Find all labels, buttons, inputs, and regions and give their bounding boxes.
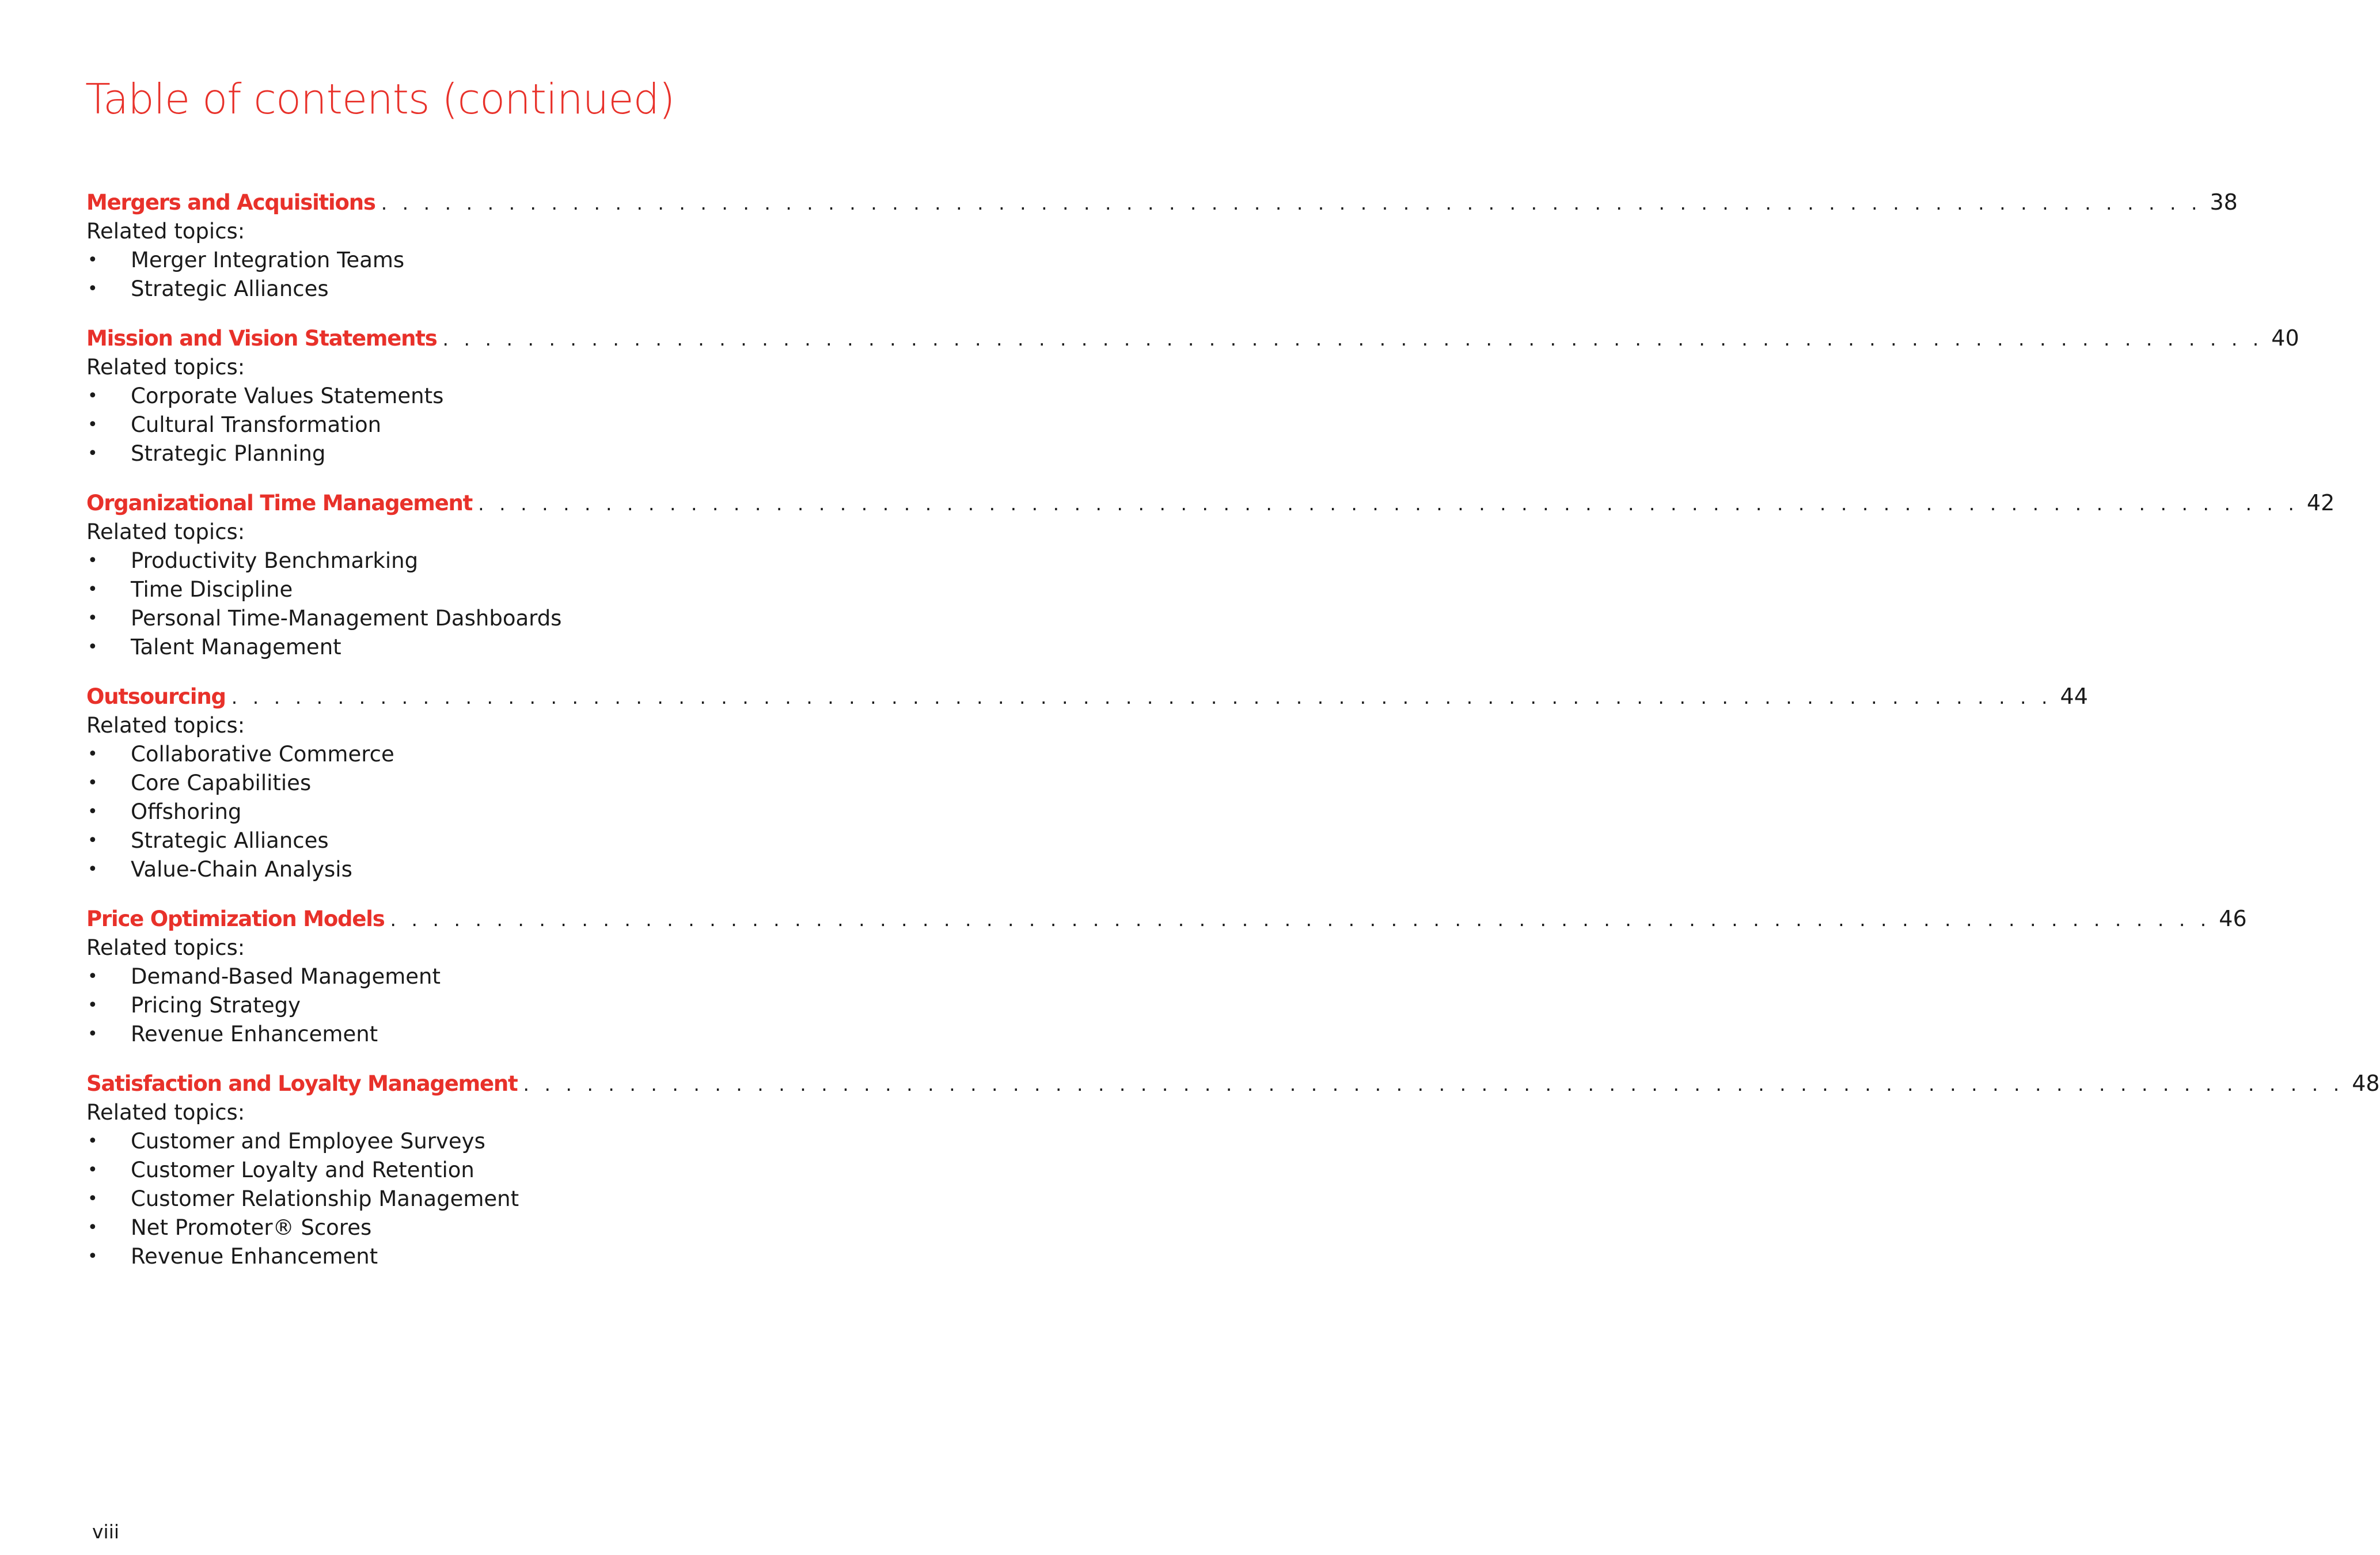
related-topic-text: Customer Loyalty and Retention [131, 1158, 475, 1182]
toc-entry [86, 187, 2238, 304]
related-topics-list [86, 740, 950, 884]
related-topic-item [86, 1020, 950, 1049]
bullet-icon: • [88, 1131, 98, 1151]
related-topic-text: Pricing Strategy [131, 993, 301, 1018]
toc-page-number: 40 [2271, 325, 2299, 351]
related-topic-item [86, 826, 950, 855]
dot-leader: . . . . . . . . . . . . . . . . . . . . . . . . . . . . . . . . . . . . . . . . . . . . . . . . . . . . . . . . . . . . . . . . . . . . . . . . . . . . . . . . . . . . . . [381, 192, 2202, 214]
related-topic-text: Cultural Transformation [131, 412, 382, 437]
related-topic-item [86, 1213, 950, 1242]
dot-leader: . . . . . . . . . . . . . . . . . . . . . . . . . . . . . . . . . . . . . . . . . . . . . . . . . . . . . . . . . . . . . . . . . . . . . . . . . . . . . . . . . . . . . . [390, 908, 2211, 931]
toc-entry-title[interactable]: Organizational Time Management [86, 491, 473, 515]
toc-entry [86, 681, 2088, 884]
related-topics-label: Related topics: [86, 355, 245, 380]
toc-entry-heading[interactable] [86, 323, 2299, 353]
related-topic-item [86, 1185, 950, 1213]
related-topic-text: Strategic Planning [131, 441, 326, 466]
related-topics-label: Related topics: [86, 935, 245, 960]
related-topics-list [86, 382, 950, 468]
page-number-footer: viii [92, 1520, 120, 1543]
related-topic-text: Strategic Alliances [131, 276, 329, 301]
related-topic-text: Revenue Enhancement [131, 1244, 378, 1269]
bullet-icon: • [88, 250, 98, 270]
bullet-icon: • [88, 579, 98, 600]
toc-page-number: 42 [2306, 490, 2335, 515]
toc-page-number: 46 [2219, 906, 2247, 931]
related-topic-text: Offshoring [131, 799, 242, 824]
bullet-icon: • [88, 859, 98, 879]
toc-entry-heading[interactable] [86, 488, 2335, 518]
bullet-icon: • [88, 279, 98, 299]
related-topic-item [86, 991, 950, 1020]
bullet-icon: • [88, 1246, 98, 1266]
related-topic-text: Time Discipline [131, 577, 293, 602]
dot-leader: . . . . . . . . . . . . . . . . . . . . . . . . . . . . . . . . . . . . . . . . . . . . . . . . . . . . . . . . . . . . . . . . . . . . . . . . . . . . . . . . . . . . . . [478, 492, 2299, 515]
related-topic-text: Talent Management [131, 635, 341, 659]
related-topic-text: Merger Integration Teams [131, 248, 405, 272]
bullet-icon: • [88, 802, 98, 822]
related-topics-list [86, 1127, 950, 1271]
toc-entry-title[interactable]: Mergers and Acquisitions [86, 190, 375, 215]
related-topic-item [86, 604, 950, 633]
bullet-icon: • [88, 966, 98, 987]
dot-leader: . . . . . . . . . . . . . . . . . . . . . . . . . . . . . . . . . . . . . . . . . . . . . . . . . . . . . . . . . . . . . . . . . . . . . . . . . . . . . . . . . . . . . . [442, 328, 2264, 350]
toc-entry-title[interactable]: Outsourcing [86, 684, 226, 709]
bullet-icon: • [88, 1160, 98, 1180]
related-topics-list [86, 547, 950, 662]
related-topic-item [86, 439, 950, 468]
page-title: Table of contents (continued) [85, 75, 675, 123]
toc-entry [86, 904, 2247, 1049]
toc-entry [86, 488, 2335, 662]
related-topic-item [86, 633, 950, 662]
toc-entry-title[interactable]: Satisfaction and Loyalty Management [86, 1071, 518, 1096]
bullet-icon: • [88, 1189, 98, 1209]
toc-entry-heading[interactable] [86, 187, 2238, 217]
related-topic-item [86, 855, 950, 884]
bullet-icon: • [88, 386, 98, 406]
toc-page-number: 44 [2060, 684, 2088, 709]
related-topic-item [86, 382, 950, 411]
related-topic-text: Customer and Employee Surveys [131, 1129, 485, 1154]
related-topic-item [86, 798, 950, 826]
bullet-icon: • [88, 415, 98, 435]
related-topics-label: Related topics: [86, 1100, 245, 1125]
bullet-icon: • [88, 744, 98, 764]
related-topics-label: Related topics: [86, 519, 245, 544]
related-topics-label: Related topics: [86, 713, 245, 738]
dot-leader: . . . . . . . . . . . . . . . . . . . . . . . . . . . . . . . . . . . . . . . . . . . . . . . . . . . . . . . . . . . . . . . . . . . . . . . . . . . . . . . . . . . . . . [523, 1073, 2344, 1095]
related-topic-text: Productivity Benchmarking [131, 548, 419, 573]
related-topic-item [86, 246, 950, 275]
toc-entry-title[interactable]: Mission and Vision Statements [86, 326, 437, 351]
related-topic-text: Value-Chain Analysis [131, 857, 352, 882]
related-topic-item [86, 547, 950, 575]
toc-entry [86, 1068, 2380, 1271]
bullet-icon: • [88, 1024, 98, 1044]
related-topic-text: Personal Time-Management Dashboards [131, 606, 562, 631]
related-topic-item [86, 575, 950, 604]
toc-entry-heading[interactable] [86, 1068, 2380, 1098]
related-topic-text: Core Capabilities [131, 771, 312, 795]
related-topic-item [86, 962, 950, 991]
toc-entry [86, 323, 2299, 468]
toc-entry-heading[interactable] [86, 681, 2088, 711]
related-topic-text: Demand-Based Management [131, 964, 441, 989]
related-topics-list [86, 962, 950, 1049]
toc-entry-heading[interactable] [86, 904, 2247, 934]
related-topics-list [86, 246, 950, 304]
bullet-icon: • [88, 551, 98, 571]
related-topic-item [86, 769, 950, 798]
related-topic-item [86, 1156, 950, 1185]
bullet-icon: • [88, 443, 98, 464]
related-topic-text: Revenue Enhancement [131, 1022, 378, 1046]
table-of-contents [86, 187, 2380, 1291]
bullet-icon: • [88, 773, 98, 793]
related-topics-label: Related topics: [86, 219, 245, 244]
related-topic-item [86, 1127, 950, 1156]
related-topic-text: Net Promoter® Scores [131, 1215, 372, 1240]
bullet-icon: • [88, 1218, 98, 1238]
bullet-icon: • [88, 830, 98, 851]
related-topic-text: Corporate Values Statements [131, 384, 444, 408]
toc-page-number: 38 [2210, 189, 2238, 215]
bullet-icon: • [88, 608, 98, 628]
related-topic-item [86, 411, 950, 439]
related-topic-item [86, 1242, 950, 1271]
related-topic-item [86, 740, 950, 769]
related-topic-item [86, 275, 950, 304]
bullet-icon: • [88, 637, 98, 657]
related-topic-text: Collaborative Commerce [131, 742, 394, 767]
bullet-icon: • [88, 995, 98, 1015]
toc-page-number: 48 [2352, 1071, 2380, 1096]
toc-entry-title[interactable]: Price Optimization Models [86, 907, 385, 931]
dot-leader: . . . . . . . . . . . . . . . . . . . . . . . . . . . . . . . . . . . . . . . . . . . . . . . . . . . . . . . . . . . . . . . . . . . . . . . . . . . . . . . . . . . . . . [231, 686, 2052, 708]
related-topic-text: Customer Relationship Management [131, 1186, 519, 1211]
related-topic-text: Strategic Alliances [131, 828, 329, 853]
